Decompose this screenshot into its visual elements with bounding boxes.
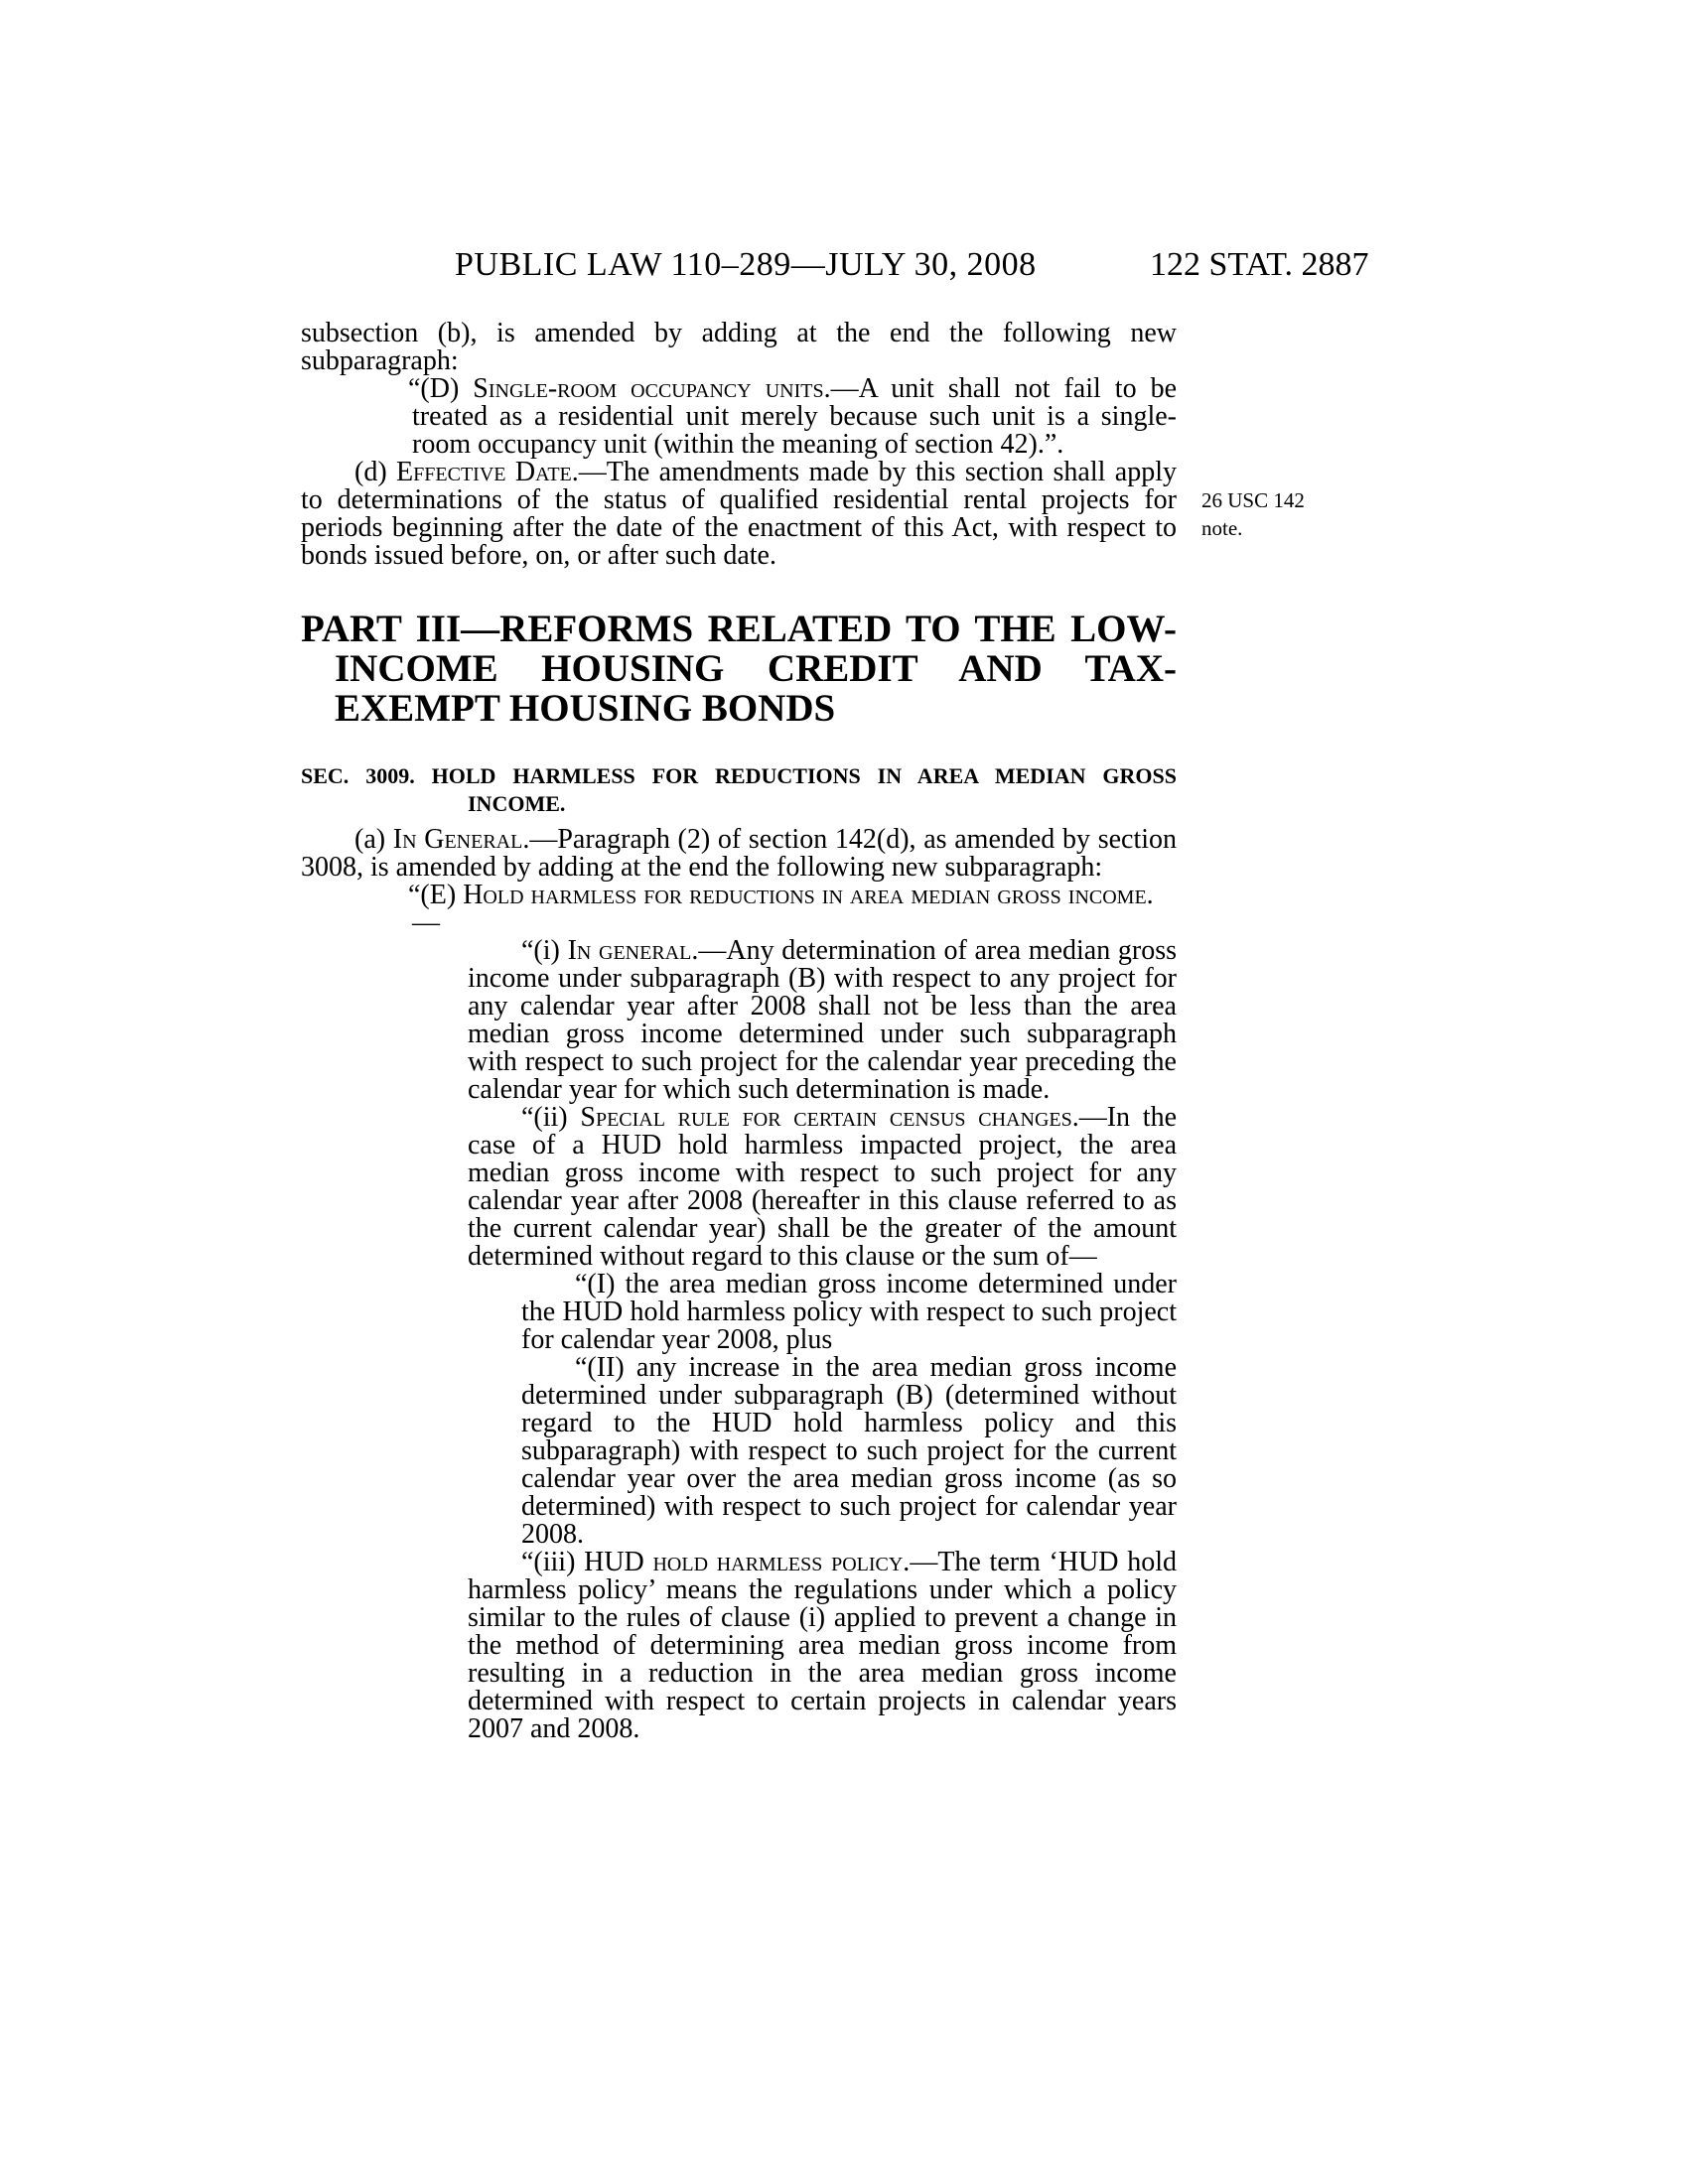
subclause-I: “(I) the area median gross income determined under the HUD hold harmless policy with respect to such project for calendar year 2008, plus xyxy=(521,1269,1177,1355)
subsection-a-lead: (a) xyxy=(354,824,393,855)
effective-date-lead: (d) xyxy=(354,457,397,487)
subparagraph-d xyxy=(408,373,1177,460)
clause-i-heading: In general. xyxy=(567,935,699,966)
subparagraph-e-heading: Hold harmless for reductions in area median gross income. xyxy=(463,880,1154,910)
margin-note-suffix: note. xyxy=(1201,516,1243,540)
subsection-a-text: —Paragraph (2) of section 142(d), as amended by section 3008, is amended by adding at the end the following new subparagraph: xyxy=(301,824,1178,883)
subparagraph-e xyxy=(408,880,1177,938)
effective-date-paragraph xyxy=(301,459,1177,570)
subsection-a xyxy=(301,826,1177,882)
clause-iii xyxy=(468,1549,1177,1743)
section-heading: SEC. 3009. HOLD HARMLESS FOR REDUCTIONS IN AREA MEDIAN GROSS INCOME. xyxy=(301,763,1177,816)
clause-i-lead: “(i) xyxy=(521,935,568,966)
clause-iii-heading: HUD hold harmless policy. xyxy=(584,1547,911,1577)
clause-ii xyxy=(468,1104,1177,1271)
part-heading: PART III—REFORMS RELATED TO THE LOW-INCOME HOUSING CREDIT AND TAX-EXEMPT HOUSING BONDS xyxy=(301,608,1177,730)
subclause-II: “(II) any increase in the area median gross income determined under subparagraph (B) (determined without regard to the HUD hold harmless policy and this subparagraph) with respect to such project for the current calendar year over the area median gross income (as so determined) with respect to such project for calendar year 2008. xyxy=(521,1352,1177,1550)
margin-note-citation: 26 USC 142 xyxy=(1201,488,1305,512)
margin-note xyxy=(1201,486,1350,542)
clause-iii-lead: “(iii) xyxy=(521,1547,585,1577)
running-header-title: PUBLIC LAW 110–289—JULY 30, 2008 xyxy=(455,246,1037,283)
subparagraph-d-text: —A unit shall not fail to be treated as a residential unit merely because such unit is a single-room occupancy unit (within the meaning of section 42).”. xyxy=(412,373,1177,460)
subparagraph-d-heading: Single-room occupancy units. xyxy=(473,373,831,404)
clause-i-text: —Any determination of area median gross income under subparagraph (B) with respect to any project for any calendar year after 2008 shall not be less than the area median gross income determined under such subparagraph with respect to such project for the calendar year preceding the calendar year for which such determination is made. xyxy=(468,935,1178,1105)
effective-date-heading: Effective Date. xyxy=(396,457,579,487)
subparagraph-e-lead: “(E) xyxy=(408,880,464,910)
clause-iii-text: —The term ‘HUD hold harmless policy’ means the regulations under which a policy similar to the rules of clause (i) applied to prevent a change in the method of determining area median gross income from resulting in a reduction in the area median gross income determined with respect to certain projects in calendar years 2007 and 2008. xyxy=(468,1547,1177,1744)
clause-i xyxy=(468,937,1177,1104)
subparagraph-d-lead: “(D) xyxy=(408,373,474,404)
clause-ii-text: —In the case of a HUD hold harmless impacted project, the area median gross income with respect to such project for any calendar year after 2008 (hereafter in this clause referred to as the current calendar year) shall be the greater of the amount determined without regard to this clause or the sum of— xyxy=(468,1102,1177,1272)
paragraph-continuation: subsection (b), is amended by adding at the end the following new subparagraph: xyxy=(301,318,1177,376)
subparagraph-e-dash: — xyxy=(412,907,440,938)
clause-ii-lead: “(ii) xyxy=(521,1102,581,1133)
effective-date-text: —The amendments made by this section shall apply to determinations of the status of qualified residential rental projects for periods beginning after the date of the enactment of this Act, with respect to bonds issued before, on, or after such date. xyxy=(301,457,1178,571)
text-column xyxy=(301,320,1177,1743)
page-number: 122 STAT. 2887 xyxy=(1150,246,1369,283)
subsection-a-heading: In General. xyxy=(392,824,530,855)
clause-ii-heading: Special rule for certain census changes. xyxy=(580,1102,1079,1133)
